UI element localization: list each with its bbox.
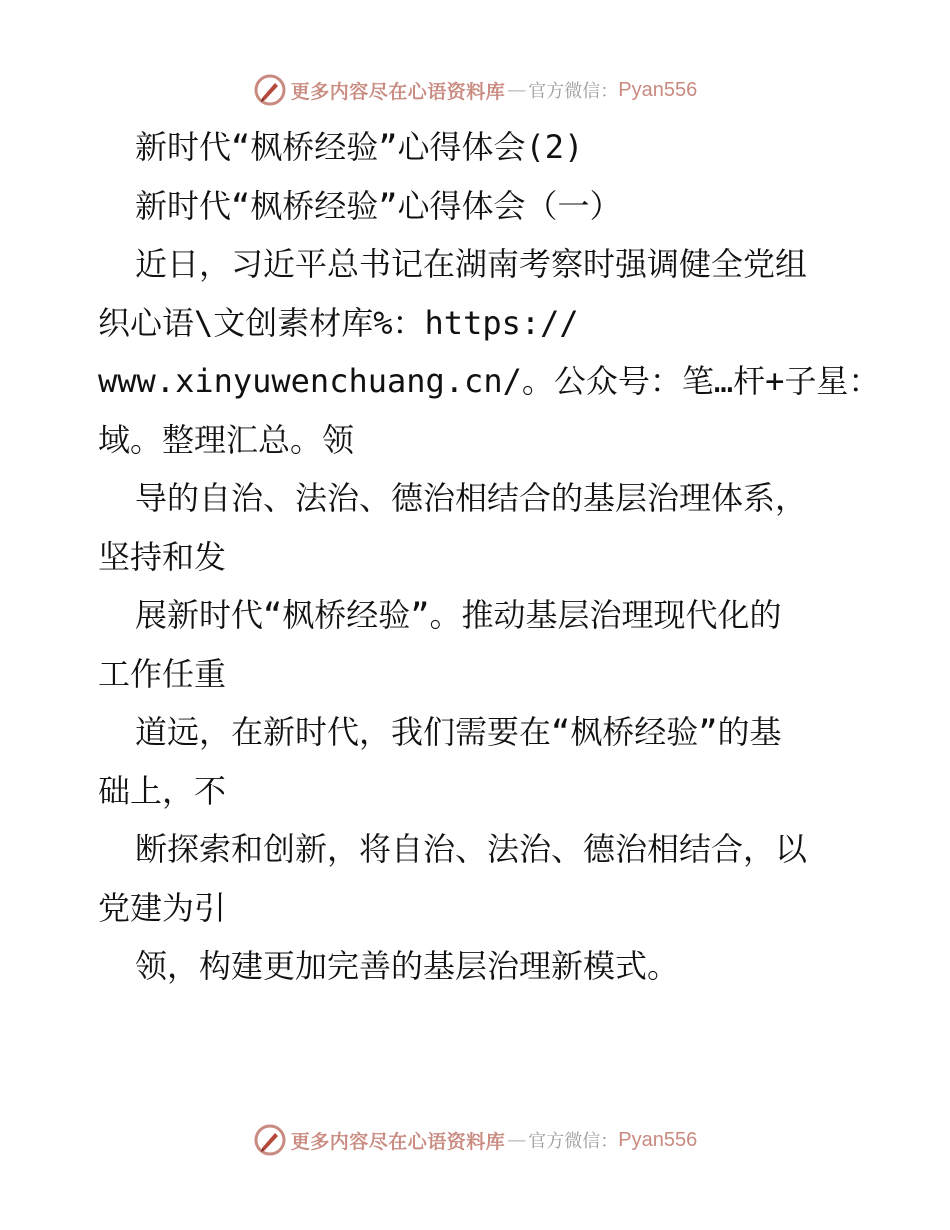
watermark-separator: — [507,1129,527,1151]
pen-logo-icon [253,1123,287,1157]
watermark-id: Pyan556 [618,78,698,101]
title-line-2: 新时代“枫桥经验”心得体会（一） [135,186,622,225]
watermark-official: 官方微信： [528,81,619,102]
paragraph-line: 导的自治、法治、德治相结合的基层治理体系， [135,479,808,517]
watermark-official: 官方微信： [528,1131,619,1152]
paragraph-line: 断探索和创新，将自治、法治、德治相结合，以 [135,830,808,868]
paragraph-line: 坚持和发 [98,537,227,576]
footer-watermark [0,1120,950,1160]
paragraph-line: 党建为引 [98,888,227,927]
document-body [98,118,881,996]
paragraph-line: 织心语\文创素材库%：https:// [98,303,579,342]
watermark-text: 更多内容尽在心语资料库 [290,1130,506,1153]
watermark-id: Pyan556 [618,1128,698,1151]
pen-logo-icon [253,73,287,107]
paragraph-line: www.xinyuwenchuang.cn/。公众号：笔…杆+子星： [98,362,881,400]
title-line-1: 新时代“枫桥经验”心得体会(2) [135,128,584,166]
header-watermark [0,70,950,110]
watermark-separator: — [507,79,527,101]
watermark-text: 更多内容尽在心语资料库 [290,80,506,103]
paragraph-line: 展新时代“枫桥经验”。推动基层治理现代化的 [135,596,782,634]
paragraph-line: 域。整理汇总。领 [98,420,355,459]
paragraph-line: 工作任重 [98,654,227,693]
paragraph-line: 础上，不 [98,771,227,810]
paragraph-line: 道远，在新时代，我们需要在“枫桥经验”的基 [135,713,782,751]
paragraph-line: 近日，习近平总书记在湖南考察时强调健全党组 [135,245,808,283]
paragraph-line: 领，构建更加完善的基层治理新模式。 [135,947,680,985]
